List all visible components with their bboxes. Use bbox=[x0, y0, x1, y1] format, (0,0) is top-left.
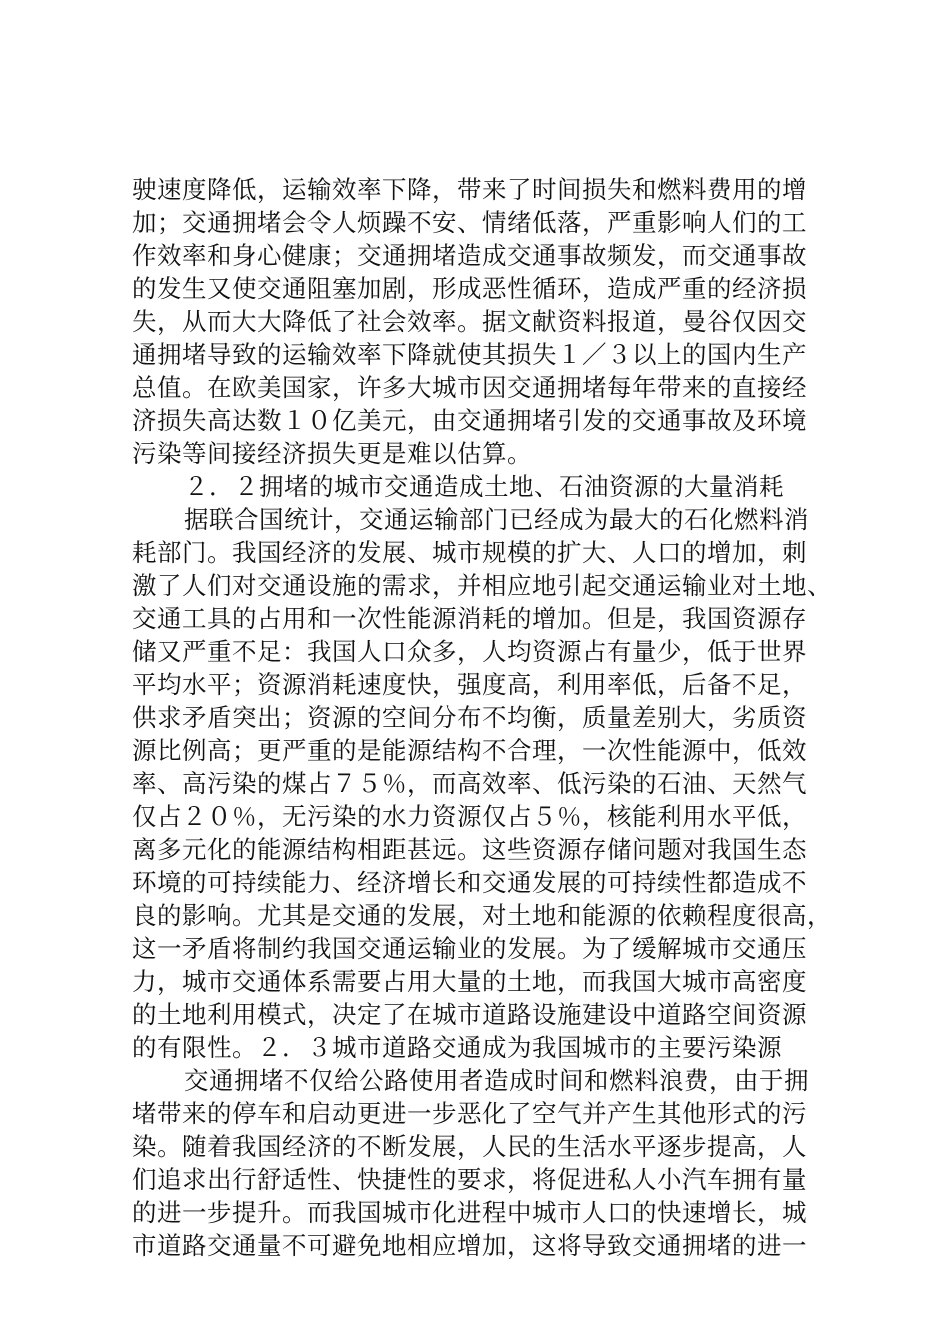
text-line: 率、高污染的煤占７５％，而高效率、低污染的石油、天然气 bbox=[132, 769, 807, 798]
text-line: 耗部门。我国经济的发展、城市规模的扩大、人口的增加，刺 bbox=[132, 538, 807, 567]
text-line: 的进一步提升。而我国城市化进程中城市人口的快速增长，城 bbox=[132, 1198, 807, 1227]
text-line: 的发生又使交通阻塞加剧，形成恶性循环，造成严重的经济损 bbox=[132, 274, 807, 303]
text-line: 良的影响。尤其是交通的发展，对土地和能源的依赖程度很高， bbox=[132, 901, 832, 930]
document-body bbox=[132, 173, 832, 1262]
text-line: 离多元化的能源结构相距甚远。这些资源存储问题对我国生态 bbox=[132, 835, 807, 864]
text-line: 据联合国统计，交通运输部门已经成为最大的石化燃料消 bbox=[184, 505, 809, 534]
text-line: 通拥堵导致的运输效率下降就使其损失１／３以上的国内生产 bbox=[132, 340, 807, 369]
text-line: 环境的可持续能力、经济增长和交通发展的可持续性都造成不 bbox=[132, 868, 807, 897]
text-line: 储又严重不足：我国人口众多，人均资源占有量少，低于世界 bbox=[132, 637, 807, 666]
text-line: 作效率和身心健康；交通拥堵造成交通事故频发，而交通事故 bbox=[132, 241, 807, 270]
text-line: 污染等间接经济损失更是难以估算。 bbox=[132, 439, 532, 468]
text-line: 的有限性。２．３城市道路交通成为我国城市的主要污染源 bbox=[132, 1033, 782, 1062]
text-line: 力，城市交通体系需要占用大量的土地，而我国大城市高密度 bbox=[132, 967, 807, 996]
text-line: 济损失高达数１０亿美元，由交通拥堵引发的交通事故及环境 bbox=[132, 406, 807, 435]
text-line: 驶速度降低，运输效率下降，带来了时间损失和燃料费用的增 bbox=[132, 175, 807, 204]
text-line: 平均水平；资源消耗速度快，强度高，利用率低，后备不足， bbox=[132, 670, 807, 699]
text-line: 总值。在欧美国家，许多大城市因交通拥堵每年带来的直接经 bbox=[132, 373, 807, 402]
text-line: 交通拥堵不仅给公路使用者造成时间和燃料浪费，由于拥 bbox=[184, 1066, 809, 1095]
text-line: 这一矛盾将制约我国交通运输业的发展。为了缓解城市交通压 bbox=[132, 934, 807, 963]
text-line: 供求矛盾突出；资源的空间分布不均衡，质量差别大，劣质资 bbox=[132, 703, 807, 732]
text-line: 们追求出行舒适性、快捷性的要求，将促进私人小汽车拥有量 bbox=[132, 1165, 807, 1194]
text-line: ２．２拥堵的城市交通造成土地、石油资源的大量消耗 bbox=[184, 472, 784, 501]
text-line: 激了人们对交通设施的需求，并相应地引起交通运输业对土地、 bbox=[132, 571, 832, 600]
text-line: 的土地利用模式，决定了在城市道路设施建设中道路空间资源 bbox=[132, 1000, 807, 1029]
text-line: 失，从而大大降低了社会效率。据文献资料报道，曼谷仅因交 bbox=[132, 307, 807, 336]
text-line: 染。随着我国经济的不断发展，人民的生活水平逐步提高，人 bbox=[132, 1132, 807, 1161]
text-line: 市道路交通量不可避免地相应增加，这将导致交通拥堵的进一 bbox=[132, 1231, 807, 1260]
text-line: 交通工具的占用和一次性能源消耗的增加。但是，我国资源存 bbox=[132, 604, 807, 633]
text-line: 源比例高；更严重的是能源结构不合理，一次性能源中，低效 bbox=[132, 736, 807, 765]
text-line: 加；交通拥堵会令人烦躁不安、情绪低落，严重影响人们的工 bbox=[132, 208, 807, 237]
text-line: 堵带来的停车和启动更进一步恶化了空气并产生其他形式的污 bbox=[132, 1099, 807, 1128]
text-line: 仅占２０％，无污染的水力资源仅占５％，核能利用水平低， bbox=[132, 802, 807, 831]
